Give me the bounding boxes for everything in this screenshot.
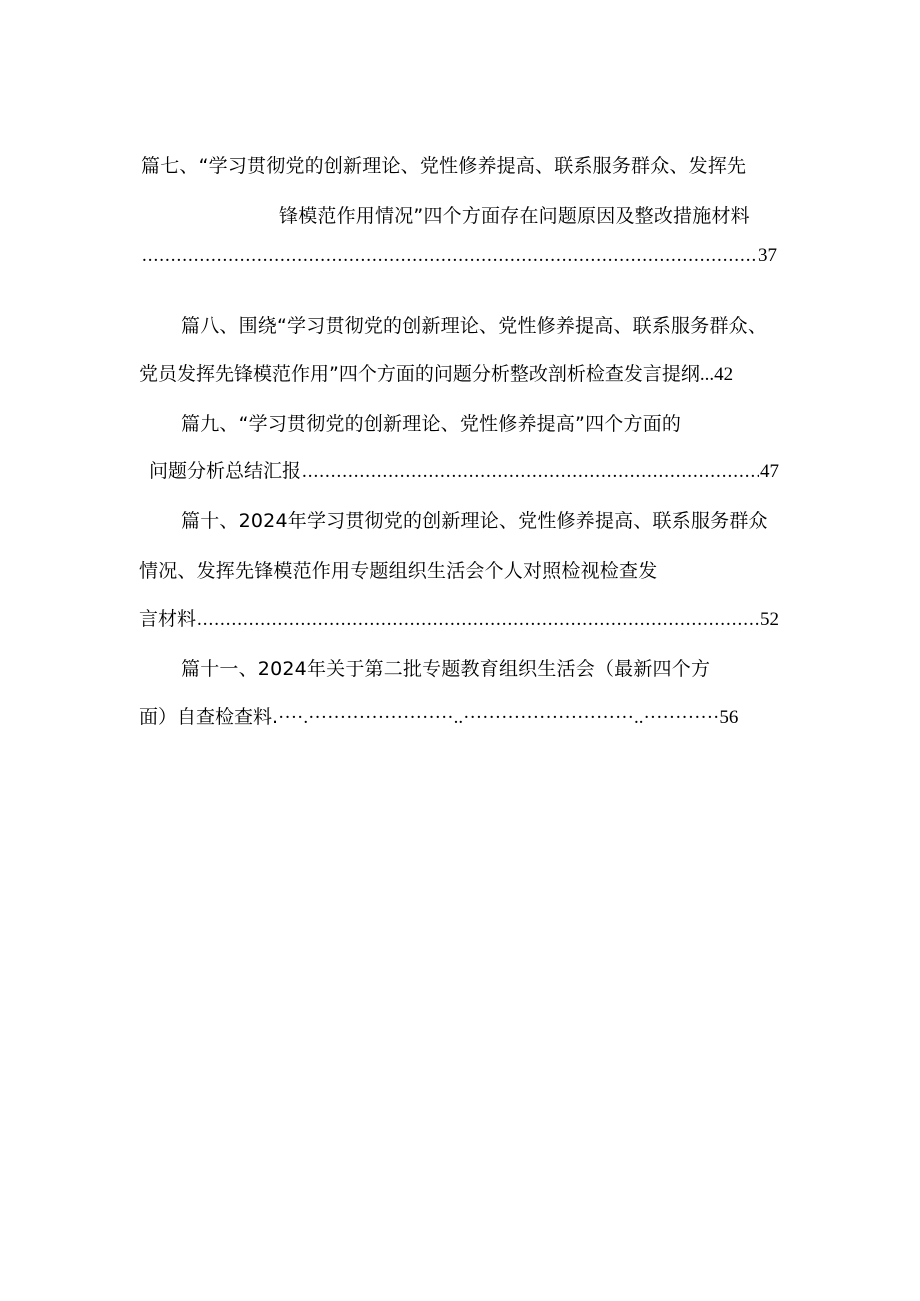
toc-entry-8-line-1[interactable]: 篇八、围绕“学习贯彻党的创新理论、党性修养提高、联系服务群众、 (181, 315, 768, 337)
toc-entry-7-line-1[interactable]: 篇七、“学习贯彻党的创新理论、党性修养提高、联系服务群众、发挥先 (141, 155, 747, 177)
dot-leader (197, 607, 759, 633)
toc-entry-7-leader[interactable] (141, 243, 777, 269)
toc-entry-8-title-tail: 党员发挥先锋模范作用”四个方面的问题分析整改剖析检查发言提纲 (139, 363, 700, 385)
dot-leader (142, 243, 757, 269)
toc-entry-11-page: 56 (719, 707, 739, 728)
toc-entry-9-title-tail: 问题分析总结汇报 (149, 460, 302, 482)
toc-entry-11-line-1[interactable]: 篇十一、2024年关于第二批专题教育组织生活会（最新四个方 (181, 658, 711, 680)
dot-leader (302, 459, 759, 485)
toc-entry-8-line-2[interactable] (139, 361, 779, 388)
toc-entry-11-line-2[interactable] (139, 704, 738, 731)
toc-entry-10-line-3[interactable] (139, 606, 779, 633)
toc-entry-10-page: 52 (760, 609, 779, 630)
toc-entry-11-title-tail: 面）自查检查料. (139, 706, 279, 728)
toc-entry-9-line-1[interactable]: 篇九、“学习贯彻党的创新理论、党性修养提高”四个方面的 (181, 413, 682, 435)
toc-entry-9-line-2[interactable] (149, 458, 779, 485)
toc-entry-10-title-tail: 言材料 (139, 608, 197, 630)
toc-entry-11-dots: ····.·······················..···························..············ (278, 707, 720, 728)
toc-entry-9-page: 47 (760, 461, 779, 482)
toc-entry-7-page: 37 (758, 245, 777, 266)
toc-entry-7-line-2[interactable]: 锋模范作用情况”四个方面存在问题原因及整改措施材料 (279, 205, 750, 227)
toc-entry-8-page: 42 (714, 364, 734, 385)
toc-entry-10-line-1[interactable]: 篇十、2024年学习贯彻党的创新理论、党性修养提高、联系服务群众 (181, 510, 768, 532)
toc-entry-10-line-2[interactable]: 情况、发挥先锋模范作用专题组织生活会个人对照检视检查发 (139, 560, 658, 582)
toc-entry-8-dots: ... (699, 364, 715, 385)
